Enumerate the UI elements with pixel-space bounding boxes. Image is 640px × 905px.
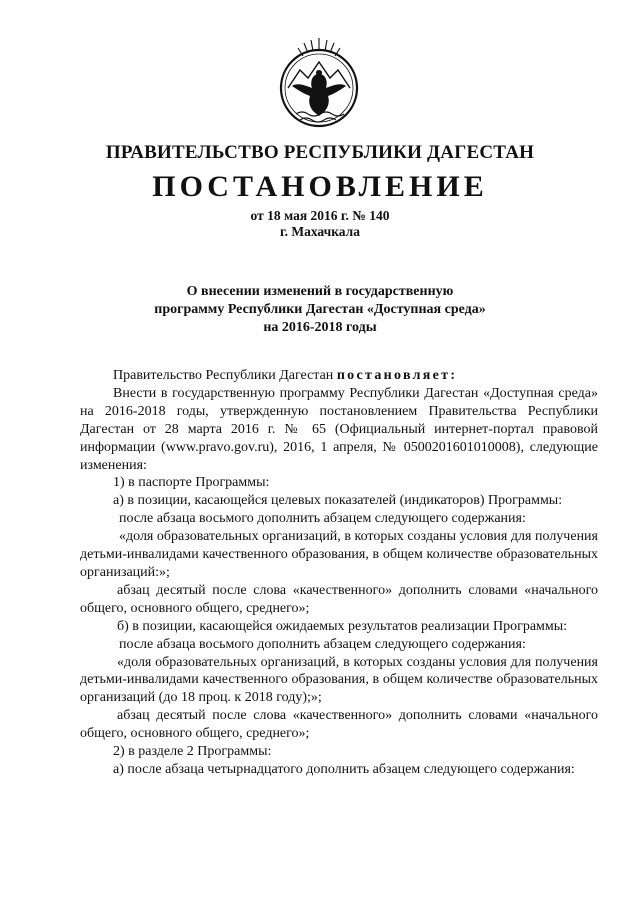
subject-line: на 2016-2018 годы xyxy=(263,320,377,335)
body-paragraph: «доля образовательных организаций, в которых созданы условия для получения детьми-инвалидами качественного образования, в общем количестве образовательных организаций:»; xyxy=(80,529,598,580)
document-body xyxy=(80,367,598,779)
intro-text: Правительство Республики Дагестан xyxy=(113,368,337,383)
body-paragraph: абзац десятый после слова «качественного» дополнить словами «начального общего, основного общего, среднего»; xyxy=(80,708,598,742)
document-type-title: ПОСТАНОВЛЕНИЕ xyxy=(152,170,488,203)
coat-of-arms-emblem xyxy=(276,36,362,132)
subject-line: О внесении изменений в государственную xyxy=(186,284,454,299)
document-subject xyxy=(100,283,540,337)
body-paragraph: абзац десятый после слова «качественного» дополнить словами «начального общего, основного общего, среднего»; xyxy=(80,582,598,616)
body-paragraph: после абзаца восьмого дополнить абзацем следующего содержания: xyxy=(119,636,526,652)
decree-word: постановляет: xyxy=(336,368,458,383)
body-paragraph: после абзаца восьмого дополнить абзацем следующего содержания: xyxy=(119,511,526,527)
government-title: ПРАВИТЕЛЬСТВО РЕСПУБЛИКИ ДАГЕСТАН xyxy=(105,142,535,163)
document-city: г. Махачкала xyxy=(279,224,360,239)
intro-paragraph xyxy=(80,367,598,385)
body-paragraph: Внести в государственную программу Республики Дагестан «Доступная среда» на 2016-2018 годы, утвержденную постановлением Правительства Республики Дагестан от 28 марта 2016 г. № 65 (Официальный интернет-портал правовой информации (www.pravo.gov.ru), 2016, 1 апреля, № 0500201601010008), следующие изменения: xyxy=(80,385,598,473)
body-paragraph: 2) в разделе 2 Программы: xyxy=(113,744,272,760)
subject-line: программу Республики Дагестан «Доступная среда» xyxy=(154,302,486,317)
body-paragraph: б) в позиции, касающейся ожидаемых результатов реализации Программы: xyxy=(117,618,568,634)
body-paragraph: а) в позиции, касающейся целевых показателей (индикаторов) Программы: xyxy=(113,493,563,509)
body-paragraph: 1) в паспорте Программы: xyxy=(113,475,270,491)
body-paragraph: «доля образовательных организаций, в которых созданы условия для получения детьми-инвалидами качественного образования, в общем количестве образовательных организаций (до 18 проц. к 2018 году);»; xyxy=(80,654,598,706)
body-paragraph: а) после абзаца четырнадцатого дополнить абзацем следующего содержания: xyxy=(113,761,575,777)
document-date-number: от 18 мая 2016 г. № 140 xyxy=(250,208,390,223)
